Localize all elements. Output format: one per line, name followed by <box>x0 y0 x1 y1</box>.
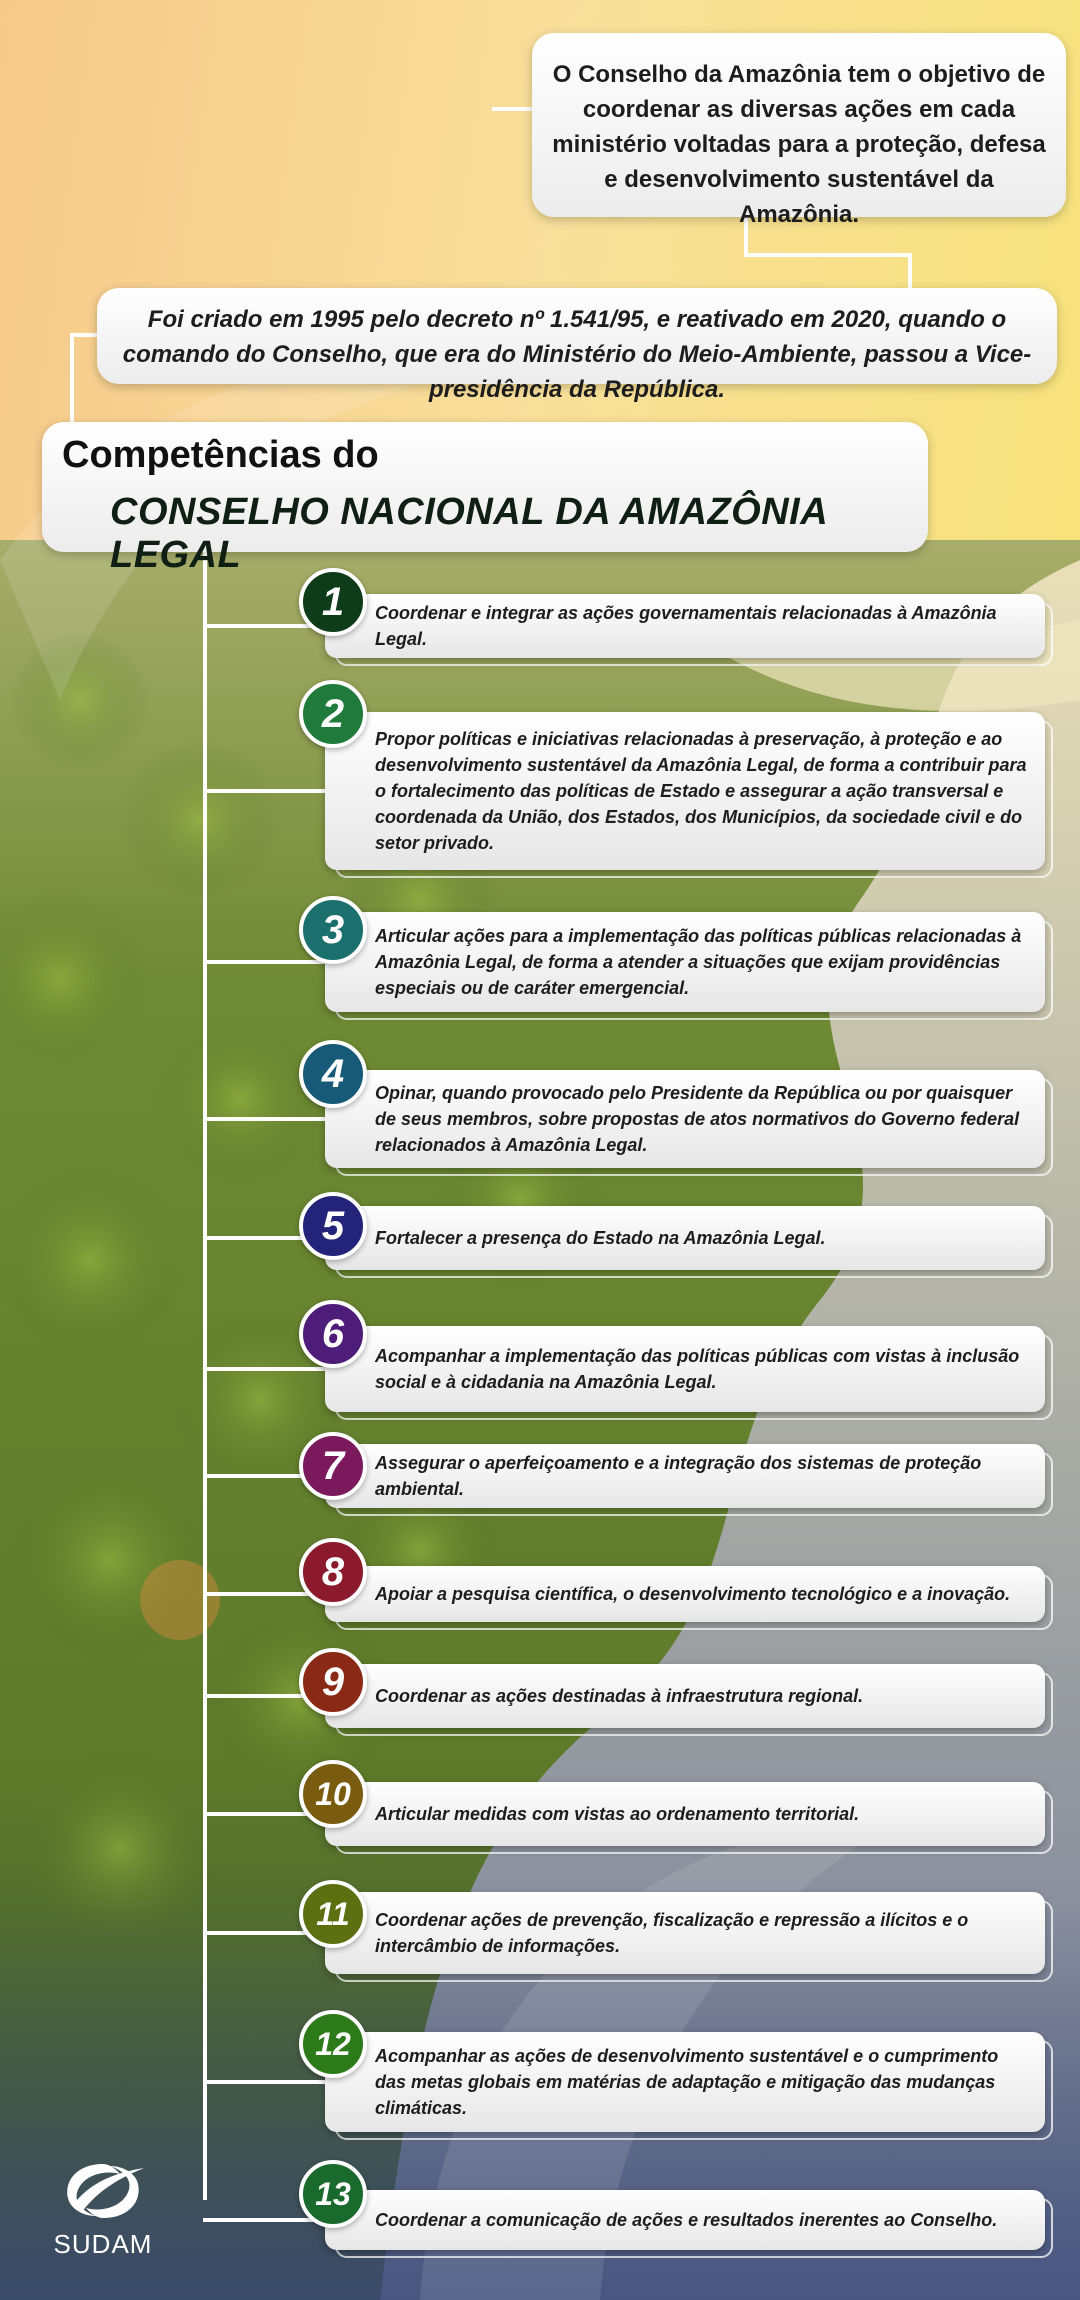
item-number: 10 <box>299 1760 367 1828</box>
origin-text: Foi criado em 1995 pelo decreto nº 1.541/95, e reativado em 2020, quando o comando do Conselho, que era do Ministério do Meio-Ambiente, passou a Vice-presidência da República. <box>122 306 1032 403</box>
competencias-label: Competências do <box>62 434 379 476</box>
item-text: Opinar, quando provocado pelo Presidente da República ou por quaisquer de seus membros, sobre propostas de atos normativos do Governo federal relacionados à Amazônia Legal. <box>375 1083 1020 1155</box>
item-connector <box>203 960 328 964</box>
list-item <box>325 1206 1045 1270</box>
item-number: 8 <box>299 1538 367 1606</box>
competencias-title: CONSELHO NACIONAL DA AMAZÔNIA LEGAL <box>110 491 827 576</box>
list-item <box>325 712 1045 870</box>
item-connector <box>203 789 328 793</box>
list-item <box>325 912 1045 1012</box>
list-item <box>325 1326 1045 1412</box>
item-number: 12 <box>299 2010 367 2078</box>
item-text: Coordenar e integrar as ações governamentais relacionadas à Amazônia Legal. <box>375 603 997 649</box>
list-item <box>325 1566 1045 1622</box>
item-number: 6 <box>299 1300 367 1368</box>
item-number: 2 <box>299 680 367 748</box>
sudam-logo <box>38 2158 168 2258</box>
item-text: Acompanhar as ações de desenvolvimento sustentável e o cumprimento das metas globais em matérias de adaptação e mitigação das mudanças climáticas. <box>375 2046 999 2118</box>
list-item <box>325 1892 1045 1974</box>
item-number: 1 <box>299 568 367 636</box>
item-text: Assegurar o aperfeiçoamento e a integração dos sistemas de proteção ambiental. <box>375 1453 982 1499</box>
item-text: Coordenar a comunicação de ações e resultados inerentes ao Conselho. <box>375 2210 998 2230</box>
origin-box <box>97 288 1057 403</box>
connector-origin-down <box>70 333 74 425</box>
item-number: 5 <box>299 1192 367 1260</box>
connector-origin-up <box>908 253 912 290</box>
item-text: Apoiar a pesquisa científica, o desenvolvimento tecnológico e a inovação. <box>375 1584 1011 1604</box>
connector-origin-left <box>70 333 100 337</box>
description-box <box>532 33 1066 228</box>
item-number: 7 <box>299 1432 367 1500</box>
item-text: Coordenar as ações destinadas à infraestrutura regional. <box>375 1686 864 1706</box>
competencias-header <box>42 422 928 576</box>
list-item <box>325 1070 1045 1168</box>
list-item <box>325 1782 1045 1846</box>
item-number: 4 <box>299 1040 367 1108</box>
item-text: Articular medidas com vistas ao ordenamento territorial. <box>375 1804 860 1824</box>
list-item <box>325 2190 1045 2250</box>
item-number: 9 <box>299 1648 367 1716</box>
item-connector <box>203 1367 328 1371</box>
list-item <box>325 2032 1045 2132</box>
list-item <box>325 1444 1045 1508</box>
list-item <box>325 1664 1045 1728</box>
item-number: 13 <box>299 2160 367 2228</box>
timeline-line <box>203 552 207 2200</box>
logo-text: SUDAM <box>53 2229 153 2259</box>
connector-desc-right <box>744 253 912 257</box>
item-number: 3 <box>299 896 367 964</box>
list-item <box>325 594 1045 658</box>
sudam-logo-icon <box>58 2158 148 2224</box>
item-connector <box>203 1117 328 1121</box>
item-text: Coordenar ações de prevenção, fiscalização e repressão a ilícitos e o intercâmbio de informações. <box>375 1910 969 1956</box>
item-text: Acompanhar a implementação das políticas públicas com vistas à inclusão social e à cidadania na Amazônia Legal. <box>375 1346 1020 1392</box>
item-text: Fortalecer a presença do Estado na Amazônia Legal. <box>375 1228 826 1248</box>
description-text: O Conselho da Amazônia tem o objetivo de coordenar as diversas ações em cada ministério voltadas para a proteção, defesa e desenvolvimento sustentável da Amazônia. <box>552 61 1046 228</box>
item-connector <box>203 2080 328 2084</box>
item-text: Articular ações para a implementação das políticas públicas relacionadas à Amazônia Legal, de forma a atender a situações que exijam providências especiais ou de caráter emergencial. <box>375 926 1022 998</box>
connector-title-desc <box>492 107 532 111</box>
item-number: 11 <box>299 1880 367 1948</box>
item-text: Propor políticas e iniciativas relacionadas à preservação, à proteção e ao desenvolvimento sustentável da Amazônia Legal, de forma a contribuir para o fortalecimento das políticas de Estado e assegurar a ação transversal e coordenada da União, dos Estados, dos Municípios, da sociedade civil e do setor privado. <box>375 729 1027 853</box>
